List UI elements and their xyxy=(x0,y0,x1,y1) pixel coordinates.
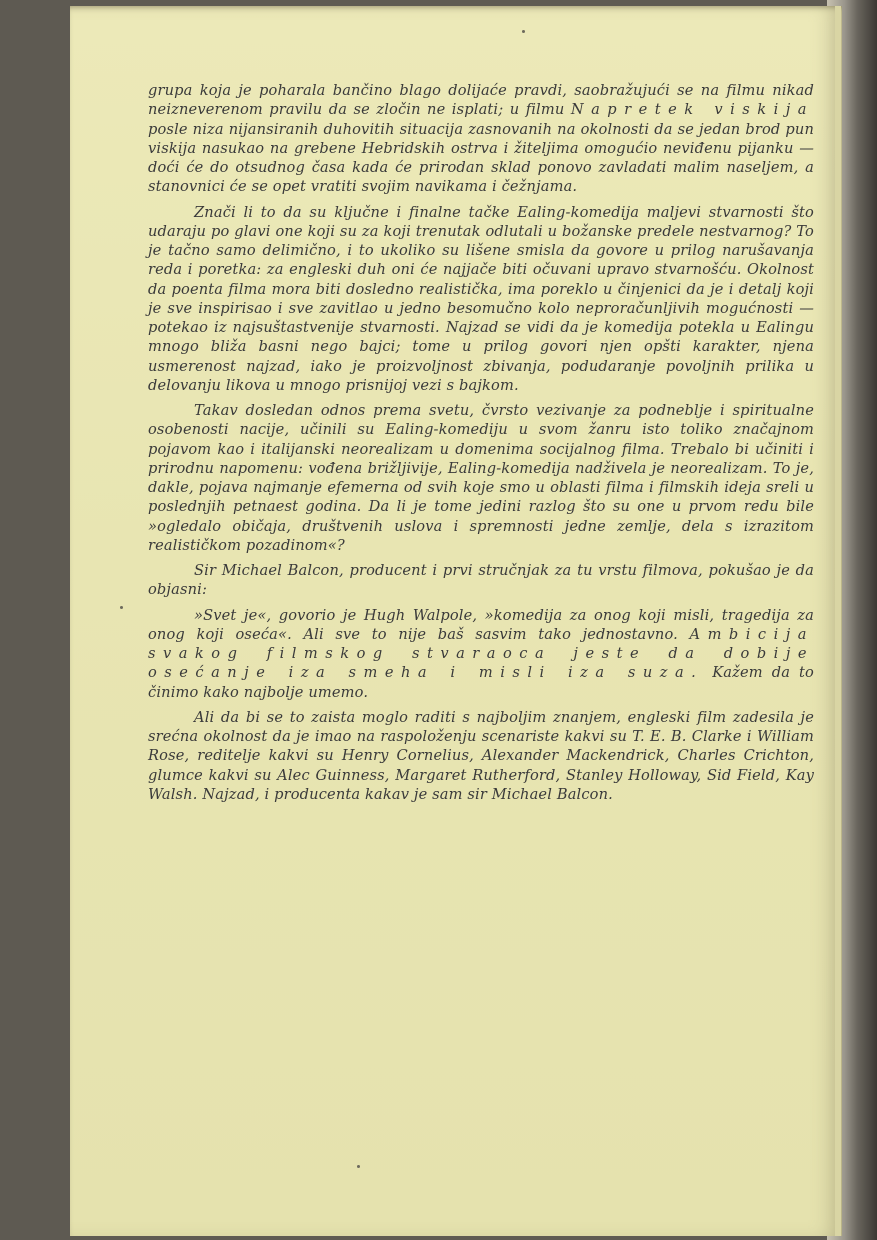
paragraph-text-segment: Takav dosledan odnos prema svetu, čvrsto vezivanje za podneblje i spiritualne osobenosti nacije, učinili su Ealing-komediju u svom žanru isto toliko značajnom pojavom kao i italijanski neorealizam u domenima socijalnog filma. Trebalo bi učiniti i prirodnu napomenu: vođena brižljivije, Ealing-komedija nadživela je neorealizam. To je, dakle, pojava najmanje efemerna od svih koje smo u oblasti filma i filmskih ideja sreli u poslednjih petnaest godina. Da li je tome jedini razlog što su one u prvom redu bile »ogledalo običaja, društvenih uslova i spremnosti jedne zemlje, dela s izrazitom realističkom pozadinom«? xyxy=(148,402,814,554)
paragraph-text-segment: Sir Michael Balcon, producent i prvi stručnjak za tu vrstu filmova, pokušao je da objasni: xyxy=(148,562,814,599)
paragraph-3 xyxy=(148,401,814,555)
page-speck xyxy=(120,606,123,609)
page-edge xyxy=(835,6,841,1236)
paragraph-text-segment: »Svet je«, govorio je Hugh Walpole, »komedija za onog koji misli, tragedija za onog koji oseća«. Ali sve to nije baš sasvim tako jednostavno. xyxy=(148,606,814,643)
paragraph-text-segment: posle niza nijansiranih duhovitih situacija zasnovanih na okolnosti da se jedan brod pun viskija nasukao na grebene Hebridskih ostrva i žiteljima omogućio neviđenu pijanku — doći će do otsudnog časa kada će prirodan sklad ponovo zavladati malim naseljem, a stanovnici će se opet vratiti svojim navikama i čežnjama. xyxy=(148,120,814,196)
paragraph-text-segment: Znači li to da su ključne i finalne tačke Ealing-komedija maljevi stvarnosti što udaraju po glavi one koji su za koji trenutak odlutali u božanske predele nestvarnog? To je tačno samo delimično, i to ukoliko su lišene smisla da govore u prilog narušavanja reda i poretka: za engleski duh oni će najjače biti očuvani upravo stvarnošću. Okolnost da poenta filma mora biti dosledno realistička, ima poreklo u činjenici da je i detalj koji je sve inspirisao i sve zavitlao u jedno besomučno kolo neproračunljivih mogućnosti — potekao iz najsuštastvenije stvarnosti. Najzad se vidi da je komedija potekla u Ealingu mnogo bliža basni nego bajci; tome u prilog govori njen opšti karakter, njena usmerenost najzad, iako je proizvoljnost zbivanja, podudaranje povoljnih prilika u delovanju likova u mnogo prisnijoj vezi s bajkom. xyxy=(148,203,814,394)
paragraph-1 xyxy=(148,81,814,197)
paragraph-5 xyxy=(148,606,814,702)
article-text xyxy=(148,81,814,810)
page-speck xyxy=(522,30,525,33)
paragraph-text-segment: Ali da bi se to zaista moglo raditi s najboljim znanjem, engleski film zadesila je srećna okolnost da je imao na raspoloženju scenariste kakvi su T. E. B. Clarke i William Rose, reditelje kakvi su Henry Cornelius, Alexander Mackendrick, Charles Crichton, glumce kakvi su Alec Guinness, Margaret Rutherford, Stanley Holloway, Sid Field, Kay Walsh. Najzad, i producenta kakav je sam sir Michael Balcon. xyxy=(148,708,814,803)
spaced-emphasis-text: Napretek viskija xyxy=(570,101,814,119)
paragraph-text-segment: Kažem da to činimo kako najbolje umemo. xyxy=(148,664,814,701)
spaced-emphasis-text: Ambicija svakog filmskog stvaraoca jeste da dobije osećanje iza smeha i misli iza suza. xyxy=(148,625,814,682)
paragraph-2 xyxy=(148,203,814,396)
paragraph-4 xyxy=(148,561,814,600)
paragraph-text-segment: grupa koja je poharala bančino blago doliјaće pravdi, saobražujući se na filmu nikad neizneverenom pravilu da se zločin ne isplati; u filmu xyxy=(148,82,814,119)
page-speck xyxy=(357,1165,360,1168)
paragraph-6 xyxy=(148,708,814,804)
